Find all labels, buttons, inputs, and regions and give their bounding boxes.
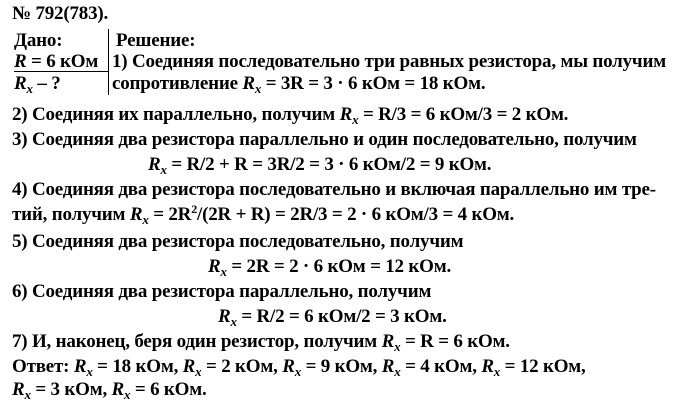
step-4-line-2: тий, получим $R_x = 2R^2/(2R + R) = 2R/3 = 2 \cdot 6$ кОм/3 = 4 кОм. [12,202,515,227]
given-unknown: $R_x$ – ? [14,73,61,96]
step-5-line-1: 5) Соединяя два резистора последовательно, получим [12,231,464,252]
step-1-line-1: 1) Соединяя последовательно три равных резистора, мы получим [112,51,666,72]
given-label: Дано: [14,30,63,51]
step-6-line-1: 6) Соединяя два резистора параллельно, получим [12,281,432,302]
problem-number: № 792(783). [12,3,109,24]
answer-line-2: $R_x = 3$ кОм, $R_x = 6$ кОм. [12,379,207,402]
solution-label: Решение: [116,30,196,51]
step-2: 2) Соединяя их параллельно, получим $R_x = R/3 = 6$ кОм/3 = 2 кОм. [12,104,569,127]
step-3-line-1: 3) Соединяя два резистора параллельно и один последовательно, получим [12,129,637,150]
given-divider-vertical [108,29,109,95]
step-6-line-2: $R_x = R/2 = 6$ кОм/2 = 3 кОм. [218,306,447,329]
step-4-line-1: 4) Соединяя два резистора последовательно и включая параллельно им тре- [12,179,656,200]
step-1-line-2: сопротивление $R_x = 3R = 3 \cdot 6$ кОм = 18 кОм. [112,73,486,96]
answer-line-1: Ответ: $R_x = 18$ кОм, $R_x = 2$ кОм, $R_x = 9$ кОм, $R_x = 4$ кОм, $R_x = 12$ кОм, [12,356,586,379]
step-5-line-2: $R_x = 2R = 2 \cdot 6$ кОм = 12 кОм. [208,256,452,279]
step-3-line-2: $R_x = R/2 + R = 3R/2 = 3 \cdot 6$ кОм/2 = 9 кОм. [148,154,492,177]
step-7: 7) И, наконец, беря один резистор, получим $R_x = R = 6$ кОм. [12,331,510,354]
given-resistance: R = 6 кОм [14,51,99,72]
